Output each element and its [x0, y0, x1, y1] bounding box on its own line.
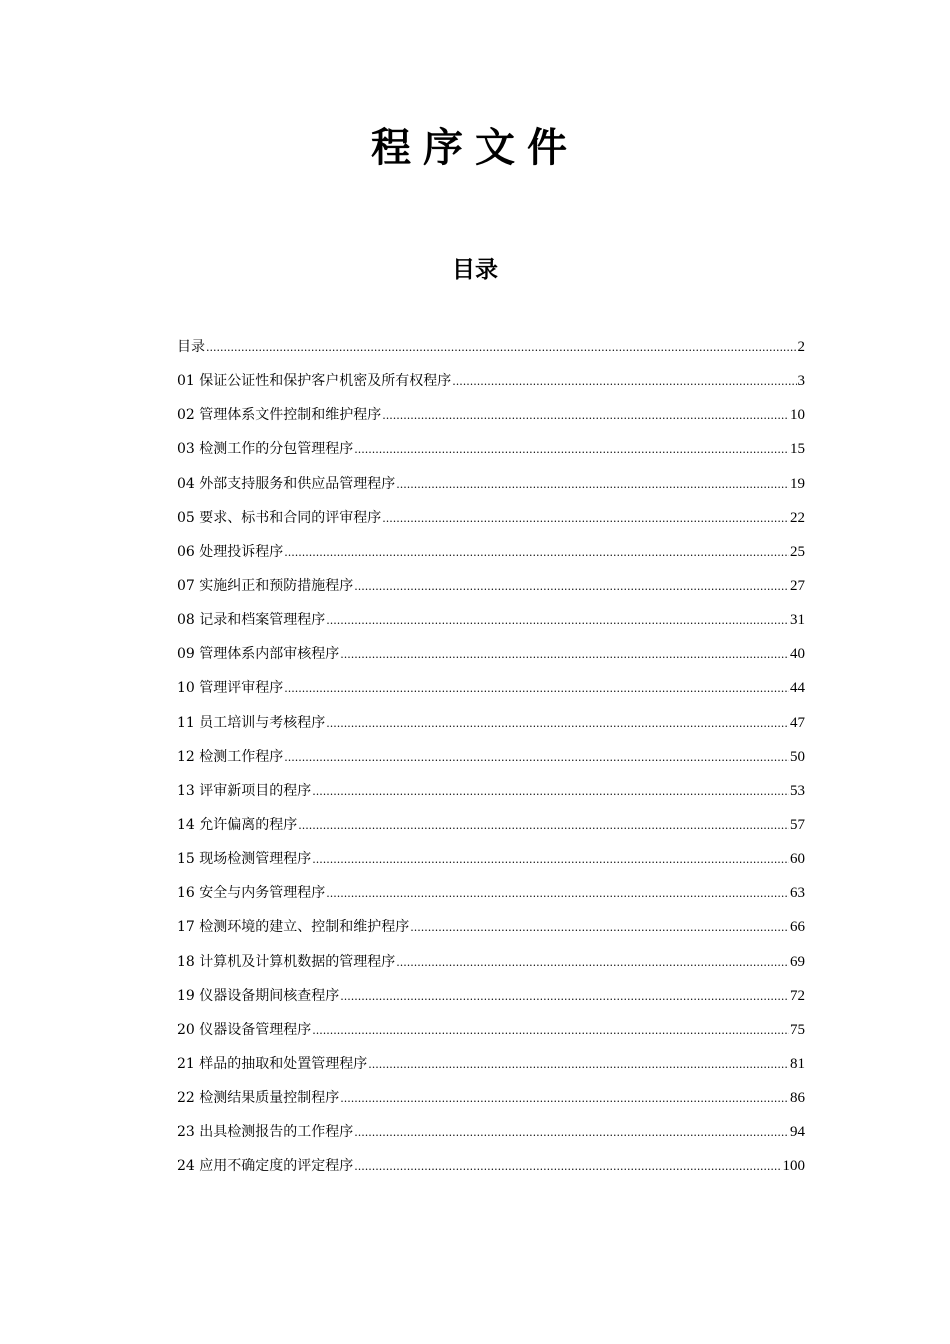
toc-entry-label: 16 安全与内务管理程序 — [177, 885, 326, 902]
toc-entry-page-number: 50 — [790, 748, 805, 765]
toc-entry-page-number: 63 — [790, 885, 805, 902]
toc-entry-label: 24 应用不确定度的评定程序 — [177, 1158, 354, 1175]
toc-entry-page-number: 72 — [790, 987, 805, 1004]
toc-entry[interactable] — [177, 1081, 805, 1115]
toc-entry[interactable] — [177, 808, 805, 842]
toc-entry-page-number: 44 — [790, 680, 805, 697]
toc-dot-leader — [340, 1082, 789, 1116]
toc-entry-label: 07 实施纠正和预防措施程序 — [177, 577, 354, 594]
toc-entry-page-number: 86 — [790, 1090, 805, 1107]
toc-entry[interactable] — [177, 1115, 805, 1149]
toc-entry-label: 11 员工培训与考核程序 — [177, 714, 326, 731]
toc-dot-leader — [396, 946, 789, 980]
toc-entry[interactable] — [177, 1047, 805, 1081]
toc-entry[interactable] — [177, 774, 805, 808]
toc-entry-label: 10 管理评审程序 — [177, 680, 284, 697]
toc-entry-page-number: 94 — [790, 1124, 805, 1141]
toc-entry[interactable] — [177, 671, 805, 705]
toc-dot-leader — [326, 707, 789, 741]
toc-entry[interactable] — [177, 706, 805, 740]
toc-entry[interactable] — [177, 467, 805, 501]
toc-dot-leader — [206, 331, 797, 365]
toc-entry-page-number: 3 — [797, 373, 805, 390]
toc-entry-page-number: 27 — [790, 577, 805, 594]
toc-entry-page-number: 47 — [790, 714, 805, 731]
toc-entry-page-number: 66 — [790, 919, 805, 936]
toc-entry-label: 12 检测工作程序 — [177, 748, 284, 765]
toc-entry[interactable] — [177, 398, 805, 432]
toc-dot-leader — [312, 775, 789, 809]
toc-entry-page-number: 10 — [790, 407, 805, 424]
toc-entry-page-number: 60 — [790, 851, 805, 868]
toc-entry-label: 目录 — [177, 339, 205, 355]
toc-entry-label: 03 检测工作的分包管理程序 — [177, 441, 354, 458]
toc-entry-page-number: 31 — [790, 612, 805, 629]
toc-entry-label: 14 允许偏离的程序 — [177, 816, 298, 833]
toc-entry[interactable] — [177, 432, 805, 466]
toc-entry[interactable] — [177, 535, 805, 569]
toc-entry[interactable] — [177, 740, 805, 774]
toc-entry-label: 01 保证公证性和保护客户机密及所有权程序 — [177, 373, 452, 390]
toc-entry-page-number: 40 — [790, 646, 805, 663]
toc-dot-leader — [340, 980, 789, 1014]
toc-entry-page-number: 53 — [790, 782, 805, 799]
toc-entry[interactable] — [177, 603, 805, 637]
toc-entry-page-number: 81 — [790, 1055, 805, 1072]
toc-entry[interactable] — [177, 979, 805, 1013]
toc-dot-leader — [326, 604, 789, 638]
toc-dot-leader — [410, 911, 789, 945]
toc-entry-page-number: 19 — [790, 475, 805, 492]
toc-entry-label: 20 仪器设备管理程序 — [177, 1021, 312, 1038]
toc-entry[interactable] — [177, 569, 805, 603]
toc-entry-page-number: 25 — [790, 543, 805, 560]
toc-dot-leader — [354, 1116, 789, 1150]
toc-entry[interactable] — [177, 876, 805, 910]
toc-entry-page-number: 75 — [790, 1021, 805, 1038]
toc-dot-leader — [340, 638, 789, 672]
toc-entry-page-number: 57 — [790, 816, 805, 833]
toc-dot-leader — [284, 741, 789, 775]
toc-entry[interactable] — [177, 945, 805, 979]
toc-entry-label: 05 要求、标书和合同的评审程序 — [177, 509, 382, 526]
table-of-contents — [177, 330, 805, 1184]
toc-entry-label: 21 样品的抽取和处置管理程序 — [177, 1055, 368, 1072]
toc-entry-label: 22 检测结果质量控制程序 — [177, 1090, 340, 1107]
toc-dot-leader — [354, 570, 789, 604]
toc-dot-leader — [298, 809, 789, 843]
toc-entry-label: 06 处理投诉程序 — [177, 543, 284, 560]
toc-dot-leader — [326, 877, 789, 911]
toc-entry-page-number: 69 — [790, 953, 805, 970]
toc-entry-page-number: 2 — [797, 339, 805, 355]
toc-entry-label: 04 外部支持服务和供应品管理程序 — [177, 475, 396, 492]
toc-dot-leader — [368, 1048, 789, 1082]
toc-dot-leader — [284, 536, 789, 570]
toc-entry-label: 09 管理体系内部审核程序 — [177, 646, 340, 663]
toc-dot-leader — [382, 399, 789, 433]
toc-dot-leader — [354, 1150, 781, 1184]
toc-heading: 目录 — [452, 257, 498, 283]
toc-entry[interactable] — [177, 501, 805, 535]
toc-entry[interactable] — [177, 330, 805, 364]
toc-entry-label: 17 检测环境的建立、控制和维护程序 — [177, 919, 410, 936]
toc-entry[interactable] — [177, 1149, 805, 1183]
toc-entry-label: 02 管理体系文件控制和维护程序 — [177, 407, 382, 424]
toc-entry-label: 23 出具检测报告的工作程序 — [177, 1124, 354, 1141]
toc-dot-leader — [382, 502, 789, 536]
toc-entry[interactable] — [177, 637, 805, 671]
toc-entry-label: 15 现场检测管理程序 — [177, 851, 312, 868]
toc-entry-label: 13 评审新项目的程序 — [177, 782, 312, 799]
toc-entry-label: 18 计算机及计算机数据的管理程序 — [177, 953, 396, 970]
toc-entry-label: 19 仪器设备期间核查程序 — [177, 987, 340, 1004]
toc-entry[interactable] — [177, 910, 805, 944]
toc-dot-leader — [354, 433, 789, 467]
toc-entry[interactable] — [177, 1013, 805, 1047]
toc-dot-leader — [312, 1014, 789, 1048]
toc-dot-leader — [284, 672, 789, 706]
toc-entry-label: 08 记录和档案管理程序 — [177, 612, 326, 629]
toc-entry[interactable] — [177, 842, 805, 876]
toc-entry-page-number: 100 — [782, 1158, 805, 1175]
toc-dot-leader — [396, 468, 789, 502]
toc-dot-leader — [312, 843, 789, 877]
toc-entry-page-number: 15 — [790, 441, 805, 458]
toc-entry[interactable] — [177, 364, 805, 398]
document-title: 程序文件 — [371, 124, 579, 171]
toc-dot-leader — [452, 365, 796, 399]
toc-entry-page-number: 22 — [790, 509, 805, 526]
